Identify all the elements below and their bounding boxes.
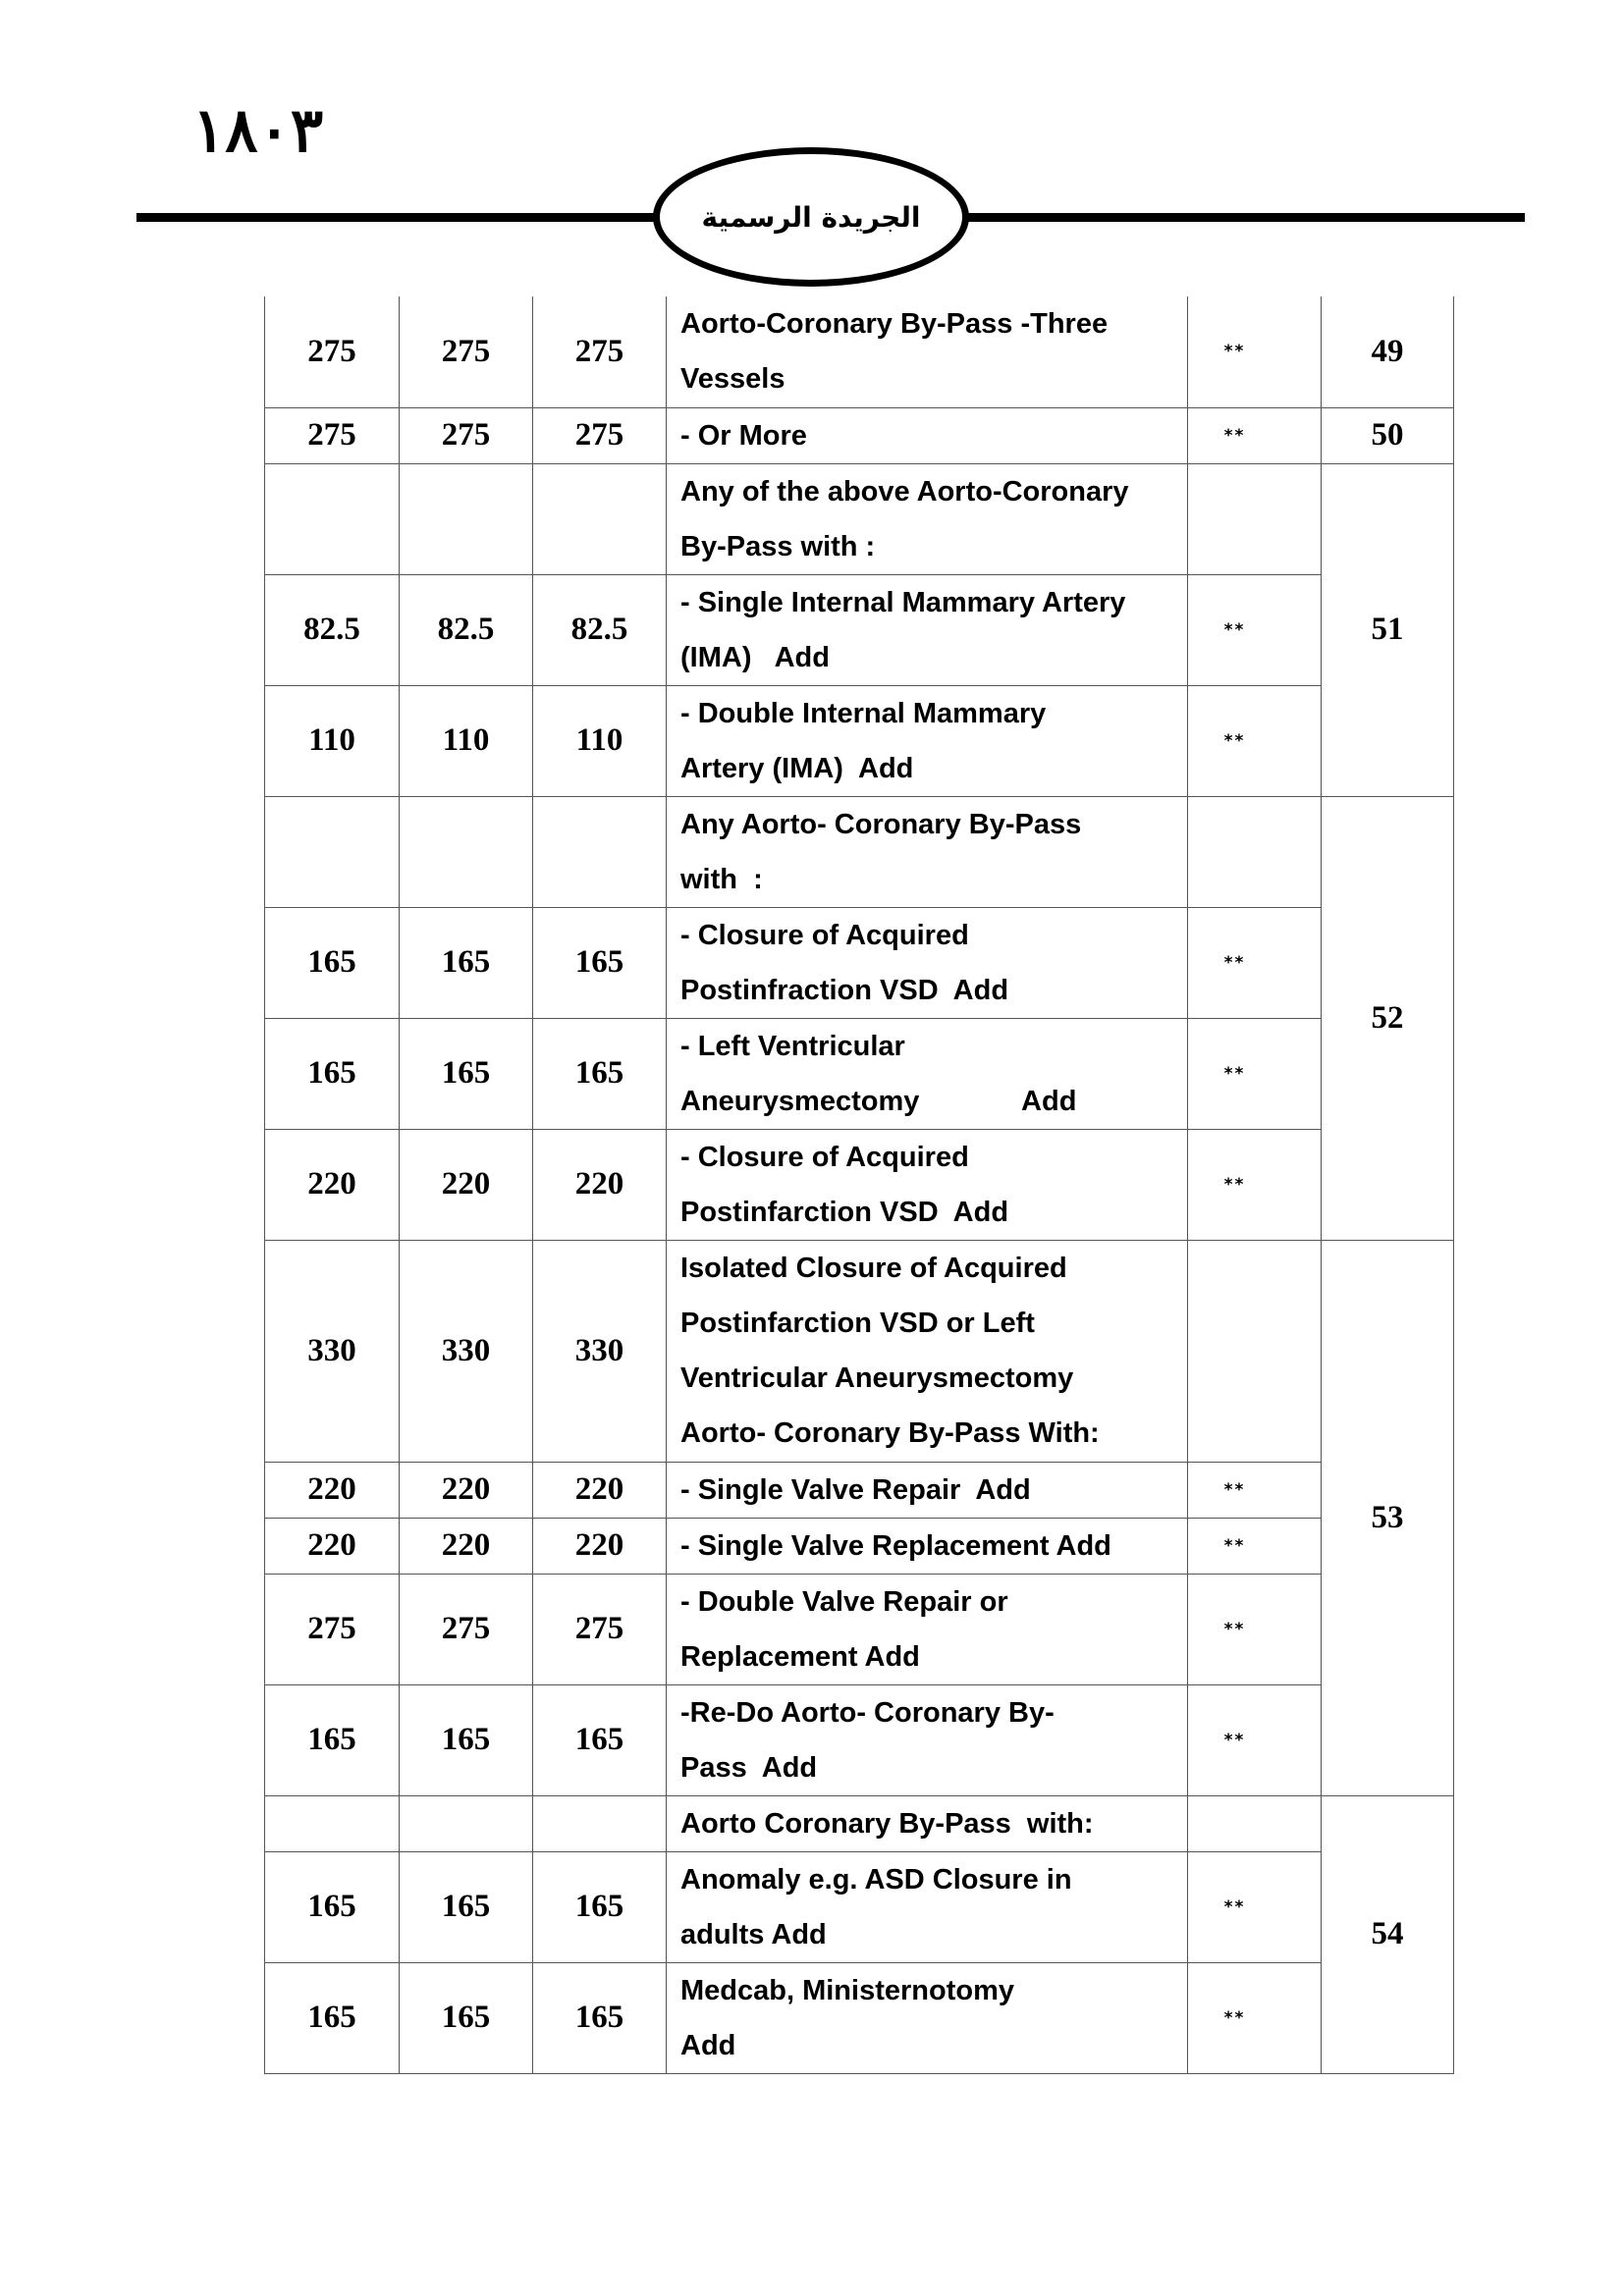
- item-number-cell: 50: [1322, 407, 1454, 463]
- table-row: [265, 1962, 1454, 2073]
- fee-column-3-cell: [533, 463, 667, 574]
- procedure-description-cell: - Double Internal Mammary Artery (IMA) Add: [667, 685, 1188, 796]
- table-row: [265, 574, 1454, 685]
- page-number: ٣٠٨١: [192, 94, 324, 166]
- fee-column-3-cell: 165: [533, 1851, 667, 1962]
- fee-column-2-cell: 110: [400, 685, 533, 796]
- table-row: [265, 463, 1454, 574]
- fee-column-3-cell: 165: [533, 1684, 667, 1795]
- table-row: [265, 1684, 1454, 1795]
- table-row: [265, 1518, 1454, 1574]
- marker-cell: **: [1188, 1018, 1322, 1129]
- fee-column-2-cell: [400, 463, 533, 574]
- procedure-description-cell: - Or More: [667, 407, 1188, 463]
- fee-column-3-cell: 220: [533, 1129, 667, 1240]
- fee-column-2-cell: 220: [400, 1462, 533, 1518]
- item-number-cell: 52: [1322, 796, 1454, 1240]
- table-row: [265, 407, 1454, 463]
- marker-cell: **: [1188, 296, 1322, 407]
- gazette-title: الجريدة الرسمية: [701, 200, 921, 234]
- fee-column-2-cell: 165: [400, 1684, 533, 1795]
- table-row: [265, 1129, 1454, 1240]
- procedure-description-cell: Isolated Closure of Acquired Postinfarction VSD or Left Ventricular Aneurysmectomy Aorto- Coronary By-Pass With:: [667, 1240, 1188, 1462]
- marker-cell: [1188, 796, 1322, 907]
- fee-column-2-cell: 165: [400, 1962, 533, 2073]
- fee-column-3-cell: 220: [533, 1462, 667, 1518]
- fee-column-1-cell: 110: [265, 685, 400, 796]
- marker-cell: **: [1188, 685, 1322, 796]
- fee-column-3-cell: 275: [533, 407, 667, 463]
- table-row: [265, 685, 1454, 796]
- fee-column-3-cell: 110: [533, 685, 667, 796]
- table-row: [265, 1574, 1454, 1684]
- table-row: [265, 907, 1454, 1018]
- fee-column-2-cell: 165: [400, 1018, 533, 1129]
- fee-column-1-cell: 165: [265, 1962, 400, 2073]
- fee-column-1-cell: 220: [265, 1129, 400, 1240]
- table-row: [265, 796, 1454, 907]
- procedure-description-cell: Any of the above Aorto-Coronary By-Pass with :: [667, 463, 1188, 574]
- fee-column-1-cell: 165: [265, 1684, 400, 1795]
- fee-column-2-cell: 165: [400, 1851, 533, 1962]
- item-number-cell: 53: [1322, 1240, 1454, 1795]
- marker-cell: **: [1188, 1851, 1322, 1962]
- fee-column-3-cell: 275: [533, 296, 667, 407]
- fee-column-1-cell: [265, 463, 400, 574]
- fee-column-3-cell: 165: [533, 1962, 667, 2073]
- procedure-description-cell: Aorto-Coronary By-Pass -Three Vessels: [667, 296, 1188, 407]
- fee-column-3-cell: [533, 796, 667, 907]
- procedure-description-cell: Aorto Coronary By-Pass with:: [667, 1795, 1188, 1851]
- marker-cell: [1188, 1795, 1322, 1851]
- marker-cell: **: [1188, 574, 1322, 685]
- procedure-description-cell: - Closure of Acquired Postinfraction VSD Add: [667, 907, 1188, 1018]
- item-number-cell: 49: [1322, 296, 1454, 407]
- procedure-description-cell: Anomaly e.g. ASD Closure in adults Add: [667, 1851, 1188, 1962]
- fee-column-1-cell: 165: [265, 907, 400, 1018]
- fee-column-1-cell: 275: [265, 1574, 400, 1684]
- marker-cell: **: [1188, 1129, 1322, 1240]
- procedure-description-cell: - Double Valve Repair or Replacement Add: [667, 1574, 1188, 1684]
- fee-column-1-cell: [265, 1795, 400, 1851]
- procedure-description-cell: Medcab, Ministernotomy Add: [667, 1962, 1188, 2073]
- table-row: [265, 296, 1454, 407]
- procedure-description-cell: - Left Ventricular Aneurysmectomy Add: [667, 1018, 1188, 1129]
- marker-cell: **: [1188, 1574, 1322, 1684]
- fee-column-1-cell: [265, 796, 400, 907]
- procedure-description-cell: Any Aorto- Coronary By-Pass with :: [667, 796, 1188, 907]
- fee-column-1-cell: 220: [265, 1462, 400, 1518]
- fee-column-1-cell: 165: [265, 1851, 400, 1962]
- marker-cell: **: [1188, 1684, 1322, 1795]
- fee-column-3-cell: 165: [533, 1018, 667, 1129]
- procedure-description-cell: - Single Valve Replacement Add: [667, 1518, 1188, 1574]
- procedure-description-cell: - Single Valve Repair Add: [667, 1462, 1188, 1518]
- fee-column-3-cell: 275: [533, 1574, 667, 1684]
- procedure-description-cell: - Closure of Acquired Postinfarction VSD Add: [667, 1129, 1188, 1240]
- marker-cell: **: [1188, 907, 1322, 1018]
- fee-column-1-cell: 275: [265, 407, 400, 463]
- fee-column-3-cell: 220: [533, 1518, 667, 1574]
- fee-column-1-cell: 165: [265, 1018, 400, 1129]
- fee-column-2-cell: 330: [400, 1240, 533, 1462]
- fee-column-3-cell: 165: [533, 907, 667, 1018]
- gazette-title-oval: [653, 147, 969, 287]
- table-row: [265, 1851, 1454, 1962]
- table-row: [265, 1462, 1454, 1518]
- fee-column-2-cell: 275: [400, 296, 533, 407]
- fee-column-2-cell: 220: [400, 1518, 533, 1574]
- marker-cell: **: [1188, 1962, 1322, 2073]
- marker-cell: **: [1188, 1518, 1322, 1574]
- marker-cell: **: [1188, 1462, 1322, 1518]
- table-row: [265, 1018, 1454, 1129]
- item-number-cell: 51: [1322, 463, 1454, 796]
- marker-cell: [1188, 463, 1322, 574]
- table-row: [265, 1795, 1454, 1851]
- procedure-description-cell: - Single Internal Mammary Artery (IMA) Add: [667, 574, 1188, 685]
- item-number-cell: 54: [1322, 1795, 1454, 2073]
- marker-cell: [1188, 1240, 1322, 1462]
- fee-column-3-cell: 82.5: [533, 574, 667, 685]
- fees-table: [264, 296, 1454, 2074]
- fee-column-2-cell: 220: [400, 1129, 533, 1240]
- fee-column-1-cell: 330: [265, 1240, 400, 1462]
- fee-column-3-cell: [533, 1795, 667, 1851]
- fee-column-2-cell: 275: [400, 1574, 533, 1684]
- fee-column-1-cell: 82.5: [265, 574, 400, 685]
- fee-column-2-cell: 82.5: [400, 574, 533, 685]
- fee-column-2-cell: [400, 1795, 533, 1851]
- fee-column-2-cell: 275: [400, 407, 533, 463]
- fee-column-2-cell: 165: [400, 907, 533, 1018]
- procedure-description-cell: -Re-Do Aorto- Coronary By- Pass Add: [667, 1684, 1188, 1795]
- table-row: [265, 1240, 1454, 1462]
- marker-cell: **: [1188, 407, 1322, 463]
- fee-column-1-cell: 220: [265, 1518, 400, 1574]
- fee-column-2-cell: [400, 796, 533, 907]
- fee-column-3-cell: 330: [533, 1240, 667, 1462]
- fee-column-1-cell: 275: [265, 296, 400, 407]
